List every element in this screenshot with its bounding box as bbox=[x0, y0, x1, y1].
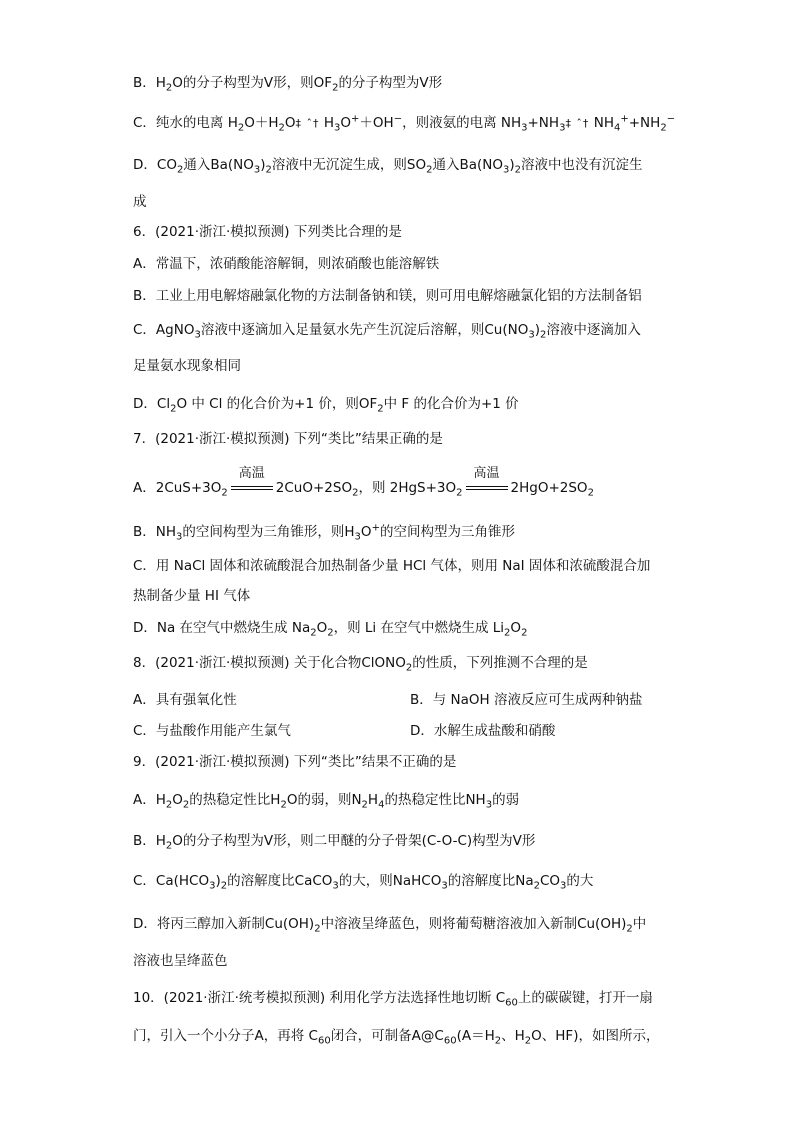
q6-option-c: C．AgNO$_3$溶液中逐滴加入足量氨水先产生沉淀后溶解，则$Cu(NO_3)_2$溶液中逐滴加入 bbox=[133, 322, 641, 341]
q5-option-d-cont: 成 bbox=[133, 194, 147, 210]
q8-option-b: B．与 NaOH 溶液反应可生成两种钠盐 bbox=[410, 692, 643, 708]
q7-stem: 7．(2021·浙江·模拟预测) 下列“类比”结果正确的是 bbox=[133, 431, 443, 447]
reversible-arrow-icon: ‡ ˆ† bbox=[565, 117, 590, 130]
q8-stem: 8．(2021·浙江·模拟预测) 关于化合物ClONO$_2$的性质，下列推测不合理的是 bbox=[133, 655, 588, 674]
q8-option-a: A．具有强氧化性 bbox=[133, 692, 237, 708]
q6-option-b: B．工业上用电解熔融氯化物的方法制备钠和镁，则可用电解熔融氯化铝的方法制备铝 bbox=[133, 288, 642, 304]
q10-stem-line2: 门，引入一个小分子A，再将 $C_{60}$闭合，可制备$A@C_{60}(A=H_2$、$H_2O$、HF)，如图所示， bbox=[133, 1028, 660, 1047]
q5-option-c: C．纯水的电离 $H_2O+H_2O\ddagger$ ˆ† $H_3O^++OH^-$，则液氨的电离 $NH_3+NH_3\ddagger$ ˆ† $NH_4^++NH_2^-$ bbox=[133, 113, 676, 134]
q9-option-b: B．$H_2O$的分子构型为V形，则二甲醚的分子骨架(C-O-C)构型为V形 bbox=[133, 833, 536, 852]
q5-option-d: D．$CO_2$通入$Ba(NO_3)_2$溶液中无沉淀生成，则$SO_2$通入$Ba(NO_3)_2$溶液中也没有沉淀生 bbox=[133, 157, 643, 176]
q9-option-a: A．$H_2O_2$的热稳定性比$H_2O$的弱，则$N_2H_4$的热稳定性比$NH_3$的弱 bbox=[133, 792, 520, 811]
q7-option-c: C．用 NaCl 固体和浓硫酸混合加热制备少量 HCl 气体，则用 NaI 固体和浓硫酸混合加 bbox=[133, 558, 651, 574]
q9-option-c: C．$Ca(HCO_3)_2$的溶解度比CaCO$_3$的大，则NaHCO$_3$的溶解度比$Na_2CO_3$的大 bbox=[133, 873, 594, 892]
q9-stem: 9．(2021·浙江·模拟预测) 下列“类比”结果不正确的是 bbox=[133, 754, 457, 770]
q9-option-d-cont: 溶液也呈绛蓝色 bbox=[133, 953, 228, 969]
q8-option-c: C．与盐酸作用能产生氯气 bbox=[133, 723, 291, 739]
q6-option-a: A．常温下，浓硝酸能溶解铜，则浓硝酸也能溶解铁 bbox=[133, 256, 440, 272]
equilibrium-condition: 高温 bbox=[463, 478, 511, 498]
q7-option-a: A．$2CuS+3O_2$ 高温 $2CuO+2SO_2$，则 $2HgS+3O_2$ 高温 $2HgO+2SO_2$ bbox=[133, 466, 594, 499]
q5-option-b: B．$H_2O$的分子构型为V形，则$OF_2$的分子构型为V形 bbox=[133, 75, 443, 94]
q9-option-d: D．将丙三醇加入新制$Cu(OH)_2$中溶液呈绛蓝色，则将葡萄糖溶液加入新制$Cu(OH)_2$中 bbox=[133, 916, 647, 935]
q7-option-b: B．$NH_3$的空间构型为三角锥形，则$H_3O^+$的空间构型为三角锥形 bbox=[133, 522, 515, 543]
q6-option-c-cont: 足量氨水现象相同 bbox=[133, 358, 241, 374]
q7-option-d: D．Na 在空气中燃烧生成 $Na_2O_2$，则 Li 在空气中燃烧生成 $Li_2O_2$ bbox=[133, 620, 528, 639]
reversible-arrow-icon: ‡ ˆ† bbox=[295, 117, 320, 130]
equilibrium-condition: 高温 bbox=[228, 478, 276, 498]
q10-stem-line1: 10．(2021·浙江·统考模拟预测) 利用化学方法选择性地切断 $C_{60}$上的碳碳键，打开一扇 bbox=[133, 990, 653, 1009]
q6-stem: 6．(2021·浙江·模拟预测) 下列类比合理的是 bbox=[133, 224, 402, 240]
q6-option-d: D．$Cl_2O$ 中 Cl 的化合价为+1 价，则$OF_2$中 F 的化合价为+1 价 bbox=[133, 396, 519, 415]
q8-option-d: D．水解生成盐酸和硝酸 bbox=[410, 723, 556, 739]
q7-option-c-cont: 热制备少量 HI 气体 bbox=[133, 588, 251, 604]
